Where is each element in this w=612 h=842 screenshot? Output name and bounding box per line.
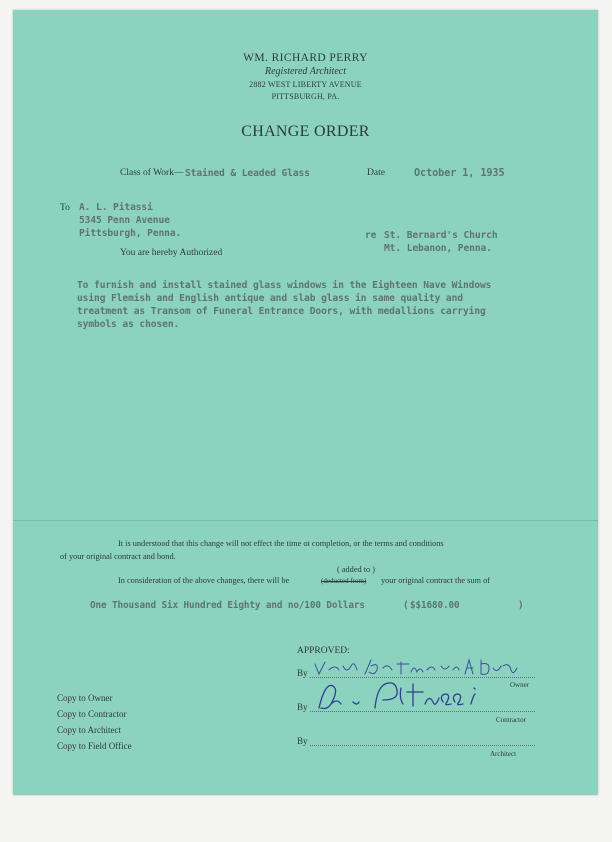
recipient-street: 5345 Penn Avenue <box>79 215 170 226</box>
understood-line-1: It is understood that this change will not effect the time ot completion, or the terms and conditions <box>118 539 444 548</box>
contractor-by-label: By <box>297 702 308 712</box>
description-line-2: using Flemish and English antique and slab glass in same quality and <box>77 293 463 304</box>
contractor-role-label: Contractor <box>496 716 526 724</box>
re-prefix: re <box>365 230 377 241</box>
description-line-1: To furnish and install stained glass windows in the Eighteen Nave Windows <box>77 280 492 291</box>
architect-address: 2882 WEST LIBERTY AVENUE <box>249 80 362 89</box>
class-of-work-label: Class of Work— <box>120 168 184 178</box>
sum-open-paren: ( <box>403 600 409 611</box>
description-line-3: treatment as Transom of Funeral Entrance Doors, with medallions carrying <box>77 306 486 317</box>
date-value: October 1, 1935 <box>414 168 505 179</box>
recipient-name: A. L. Pitassi <box>79 202 153 213</box>
recipient-city: Pittsburgh, Penna. <box>79 228 182 239</box>
architect-title: Registered Architect <box>265 66 346 77</box>
document-title: CHANGE ORDER <box>241 123 370 140</box>
approved-label: APPROVED: <box>297 646 350 656</box>
copy-to-owner: Copy to Owner <box>57 693 113 703</box>
sum-amount: $$1680.00 <box>410 600 460 611</box>
owner-signature <box>313 656 523 678</box>
description-line-4: symbols as chosen. <box>77 319 180 330</box>
copy-to-architect: Copy to Architect <box>57 725 121 735</box>
contractor-signature <box>313 678 503 714</box>
architect-city: PITTSBURGH, PA. <box>271 92 340 101</box>
consideration-suffix: your original contract the sum of <box>381 576 490 585</box>
copy-to-contractor: Copy to Contractor <box>57 709 127 719</box>
owner-role-label: Owner <box>510 681 530 689</box>
architect-signature-line <box>310 745 535 746</box>
authorized-label: You are hereby Authorized <box>120 248 223 258</box>
change-order-sheet <box>13 10 598 795</box>
architect-role-label: Architect <box>490 750 517 758</box>
architect-by-label: By <box>297 736 308 746</box>
to-label: To <box>60 203 70 213</box>
sum-close-paren: ) <box>518 600 524 611</box>
sum-in-words: One Thousand Six Hundred Eighty and no/100 Dollars <box>90 600 365 611</box>
deducted-from-option: (deducted from) <box>321 577 367 585</box>
owner-by-label: By <box>297 668 308 678</box>
project-city: Mt. Lebanon, Penna. <box>384 243 492 254</box>
date-label: Date <box>367 168 385 178</box>
class-of-work-value: Stained & Leaded Glass <box>185 168 310 179</box>
project-church: St. Bernard's Church <box>384 230 498 241</box>
architect-name: WM. RICHARD PERRY <box>243 52 368 64</box>
understood-line-2: of your original contract and bond. <box>60 552 176 561</box>
copy-to-field-office: Copy to Field Office <box>57 741 132 751</box>
paper-fold-line <box>13 520 598 521</box>
consideration-prefix: In consideration of the above changes, there will be <box>118 576 290 585</box>
added-to-option: ( added to ) <box>337 565 376 574</box>
